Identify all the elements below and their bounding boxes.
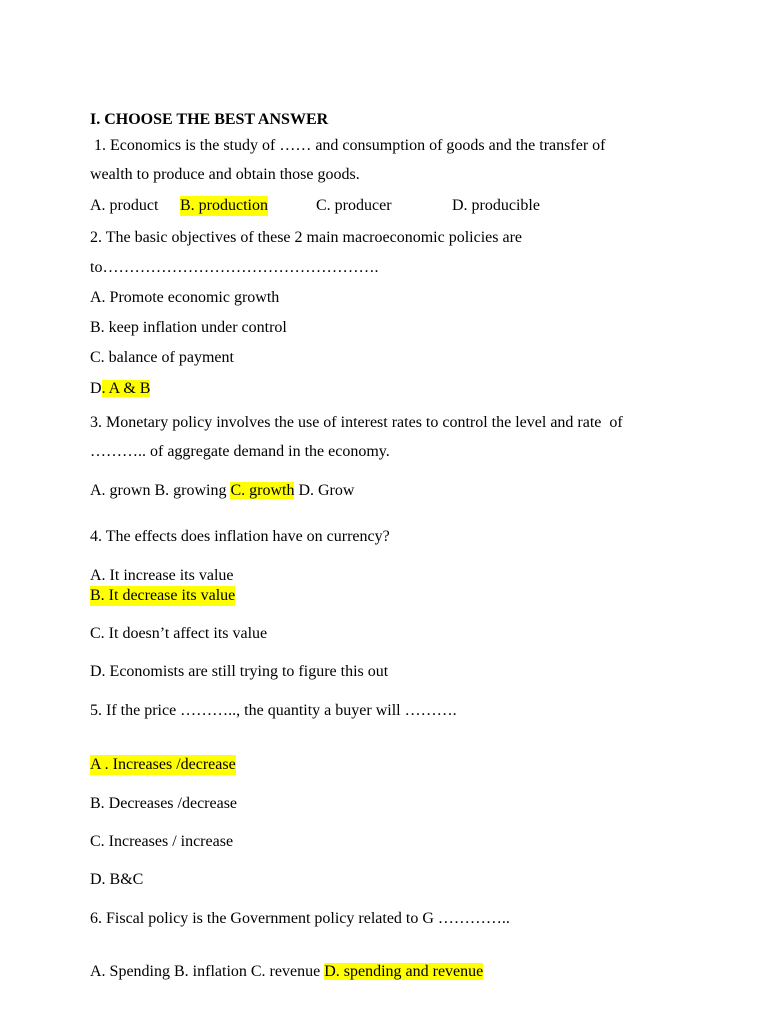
q2-option-a: A. Promote economic growth [90, 289, 280, 306]
q6-option-d-answer: D. spending and revenue [324, 963, 484, 980]
q1-option-c: C. producer [316, 197, 392, 214]
q4-question: 4. The effects does inflation have on currency? [90, 528, 390, 545]
q4-option-a: A. It increase its value [90, 567, 234, 584]
q5-option-b: B. Decreases /decrease [90, 795, 238, 812]
q5-option-d: D. B&C [90, 871, 144, 888]
q4-option-c: C. It doesn’t affect its value [90, 625, 268, 642]
q6-question: 6. Fiscal policy is the Government policy related to G ………….. [90, 910, 510, 927]
q2-option-d [90, 379, 150, 399]
section-heading: I. CHOOSE THE BEST ANSWER [90, 111, 329, 128]
q1-line-2: wealth to produce and obtain those goods. [90, 166, 360, 183]
q3-option-c-answer: C. growth [230, 482, 295, 499]
q1-option-b-answer: B. production [180, 197, 268, 214]
q4-option-b-answer: B. It decrease its value [90, 587, 236, 604]
q1-option-a: A. product [90, 197, 159, 214]
q2-option-c: C. balance of payment [90, 349, 234, 366]
q6-options-before: A. Spending B. inflation C. revenue [90, 963, 325, 980]
q3-line-2: ……….. of aggregate demand in the economy. [90, 443, 390, 460]
q3-options-before: A. grown B. growing [90, 482, 231, 499]
q2-option-b: B. keep inflation under control [90, 319, 287, 336]
q3-options-after: D. Grow [294, 482, 355, 499]
q2-line-1: 2. The basic objectives of these 2 main macroeconomic policies are [90, 229, 522, 246]
q2-option-d-prefix: D [90, 380, 102, 397]
q3-line-1: 3. Monetary policy involves the use of interest rates to control the level and rate of [90, 414, 623, 431]
q5-question: 5. If the price ……….., the quantity a buyer will ………. [90, 702, 457, 719]
q2-line-2: to……………………………………………. [90, 259, 379, 276]
q5-option-c: C. Increases / increase [90, 833, 234, 850]
q3-options [90, 481, 354, 501]
q1-line-1: 1. Economics is the study of …… and consumption of goods and the transfer of [90, 137, 606, 154]
q2-option-d-answer: . A & B [101, 380, 151, 397]
q6-options [90, 962, 483, 982]
q4-option-d: D. Economists are still trying to figure this out [90, 663, 389, 680]
q1-option-d: D. producible [452, 197, 540, 214]
q5-option-a-answer: A . Increases /decrease [90, 756, 236, 773]
